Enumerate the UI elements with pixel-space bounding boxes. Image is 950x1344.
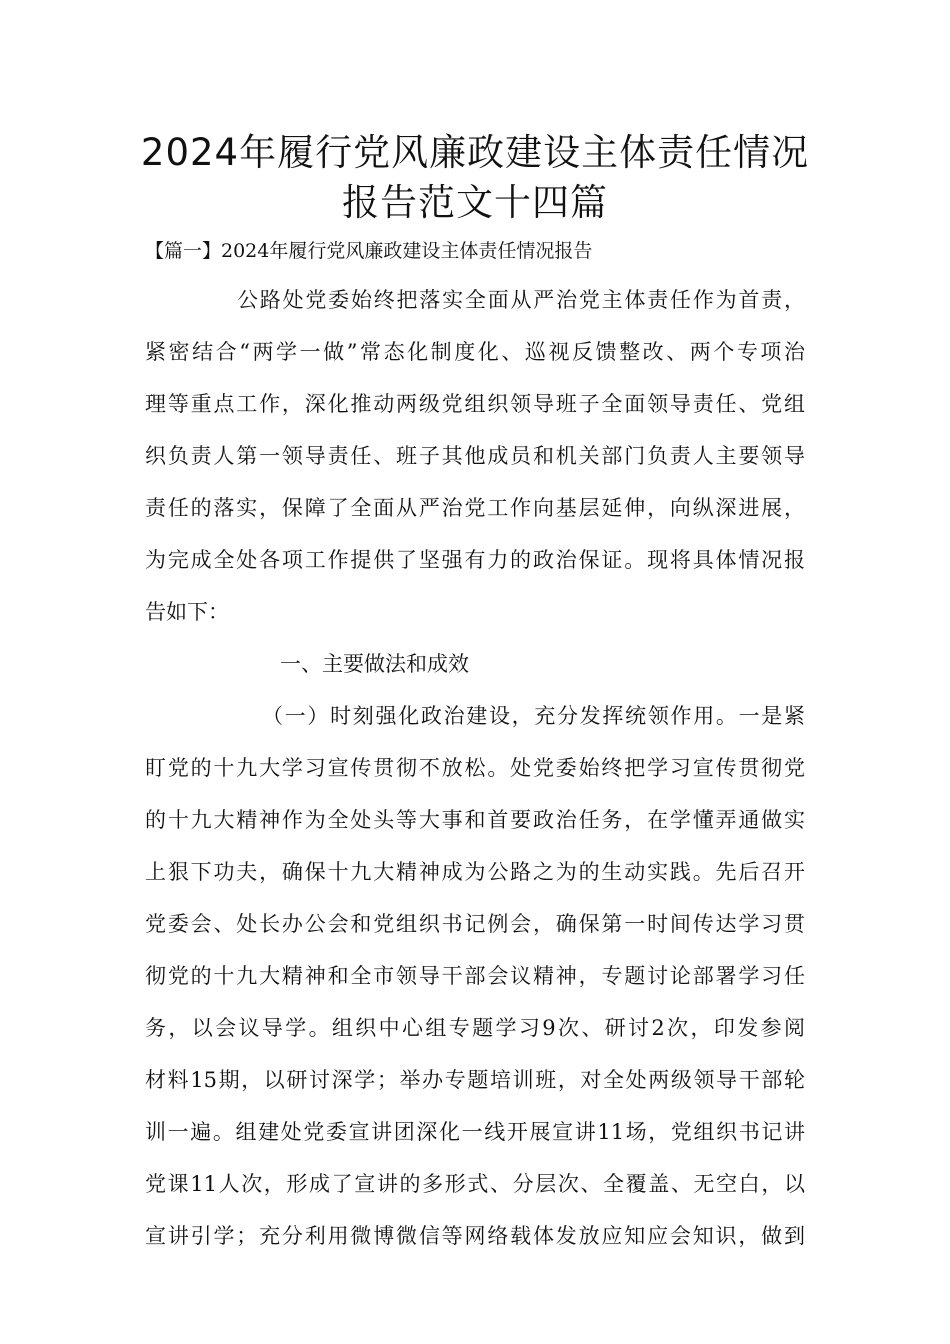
paragraph-2-line: 党委会、处长办公会和党组织书记例会，确保第一时间传达学习贯 <box>145 912 805 936</box>
document-title-line-2: 报告范文十四篇 <box>342 181 608 224</box>
paragraph-1-line: 告如下： <box>145 600 229 624</box>
paragraph-2-line: 盯党的十九大学习宣传贯彻不放松。处党委始终把学习宣传贯彻党 <box>145 756 805 780</box>
paragraph-2-line: 党课11人次，形成了宣讲的多形式、分层次、全覆盖、无空白，以 <box>145 1172 805 1196</box>
paragraph-1-line: 紧密结合“两学一做”常态化制度化、巡视反馈整改、两个专项治 <box>145 340 805 364</box>
section-subtitle: 【篇一】2024年履行党风廉政建设主体责任情况报告 <box>145 240 593 262</box>
paragraph-2-line: 彻党的十九大精神和全市领导干部会议精神，专题讨论部署学习任 <box>145 964 805 988</box>
paragraph-2-line: 务，以会议导学。组织中心组专题学习9次、研讨2次，印发参阅 <box>145 1016 805 1040</box>
paragraph-1-line: 理等重点工作，深化推动两级党组织领导班子全面领导责任、党组 <box>145 392 805 416</box>
paragraph-1-line: 公路处党委始终把落实全面从严治党主体责任作为首责， <box>237 288 805 312</box>
paragraph-1-line: 织负责人第一领导责任、班子其他成员和机关部门负责人主要领导 <box>145 444 805 468</box>
paragraph-1-line: 为完成全处各项工作提供了坚强有力的政治保证。现将具体情况报 <box>145 548 805 572</box>
paragraph-2-line: 材料15期，以研讨深学；举办专题培训班，对全处两级领导干部轮 <box>145 1068 805 1092</box>
section-heading: 一、主要做法和成效 <box>280 652 469 676</box>
paragraph-2-line: 宣讲引学；充分利用微博微信等网络载体发放应知应会知识，做到 <box>145 1224 805 1248</box>
paragraph-2-line: 上狠下功夫，确保十九大精神成为公路之为的生动实践。先后召开 <box>145 860 805 884</box>
paragraph-2-line: （一）时刻强化政治建设，充分发挥统领作用。一是紧 <box>262 704 805 728</box>
paragraph-1-line: 责任的落实，保障了全面从严治党工作向基层延伸，向纵深进展， <box>145 496 805 520</box>
paragraph-2-line: 训一遍。组建处党委宣讲团深化一线开展宣讲11场，党组织书记讲 <box>145 1120 805 1144</box>
document-title-line-1: 2024年履行党风廉政建设主体责任情况 <box>140 131 810 174</box>
paragraph-2-line: 的十九大精神作为全处头等大事和首要政治任务，在学懂弄通做实 <box>145 808 805 832</box>
